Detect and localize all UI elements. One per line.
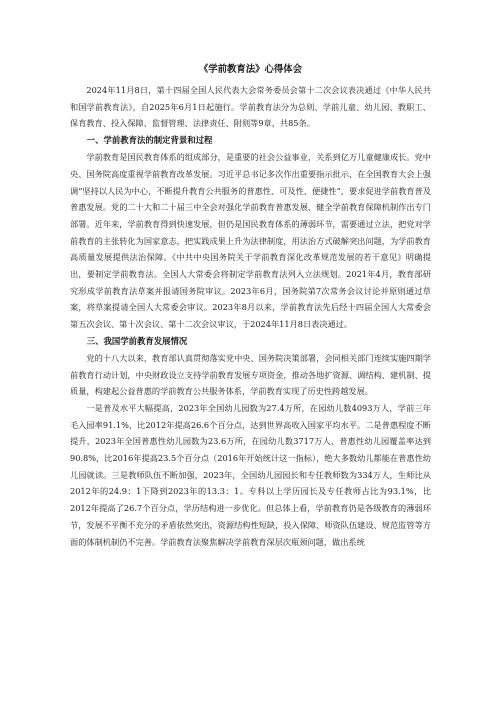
- intro-paragraph: 2024年11月8日，第十四届全国人民代表大会常务委员会第十二次会议表决通过《中华人民共和国学前教育法》，自2025年6月1日起施行。学前教育法分为总则、学前儿童、幼儿园、教职工、保育教育、投入保障、监督管理、法律责任、附则等9章，共85条。: [70, 85, 431, 129]
- section-3-paragraph-1: 党的十八大以来，教育部认真贯彻落实党中央、国务院决策部署，会同相关部门连续实施四期学前教育行动计划，中央财政设立支持学前教育发展专项资金，推动各地扩资源、调结构、建机制、提质量，构建起公益普惠的学前教育公共服务体系，学前教育实现了历史性跨越发展。: [70, 352, 431, 397]
- document-body: [70, 62, 431, 550]
- section-3-paragraph-2: 一是普及水平大幅提高，2023年全国幼儿园数为27.4万所，在园幼儿数4093万人，学前三年毛入园率91.1%，比2012年提高26.6个百分点，达到世界高收入国家平均水平。二是普惠程度不断提升，2023年全国普惠性幼儿园数为23.6万所，在园幼儿数3717万人，普惠性幼儿园覆盖率达到90.8%，比2016年提高23.5个百分点（2016年开始统计这一指标），绝大多数幼儿都能在普惠性幼儿园就读。三是教师队伍不断加强，2023年，全国幼儿园园长和专任教师数为334万人，生师比从2012年的24.9：1下降到2023年的13.3：1。专科以上学历园长及专任教师占比为93.1%，比2012年提高了26.7个百分点，学历结构进一步优化。但总体上看，学前教育仍是各级教育的薄弱环节，发展不平衡不充分的矛盾依然突出，资源结构性短缺，投入保障、师资队伍建设、规范监管等方面的体制机制仍不完善。学前教育法聚焦解决学前教育深层次瓶颈问题，做出系统: [70, 402, 431, 547]
- section-heading-1: 一、学前教育法的制定背景和过程: [86, 135, 213, 146]
- section-heading-3: 三、我国学前教育发展情况: [86, 335, 188, 346]
- document-title: 《学前教育法》心得体会: [198, 64, 303, 75]
- section-1-paragraph: 学前教育是国民教育体系的组成部分，是重要的社会公益事业，关系到亿万儿童健康成长。党中央、国务院高度重视学前教育改革发展。习近平总书记多次作出重要指示批示，在全国教育大会上强调“坚持以人民为中心，不断提升教育公共服务的普惠性、可及性、便捷性”，要求促进学前教育普及普惠发展。党的二十大和二十届三中全会对强化学前教育普惠发展、健全学前教育保障机制作出专门部署。近年来，学前教育得到快速发展，但仍是国民教育体系的薄弱环节，需要通过立法，把党对学前教育的主张转化为国家意志，把实践成果上升为法律制度，用法治方式破解突出问题，为学前教育高质量发展提供法治保障。《中共中央国务院关于学前教育深化改革规范发展的若干意见》明确提出，要制定学前教育法。全国人大常委会将制定学前教育法列入立法规划。2021年4月，教育部研究形成学前教育法草案并报请国务院审议。2023年6月，国务院第7次常务会议讨论并原则通过草案，将草案提请全国人大常委会审议。2023年8月以来，学前教育法先后经十四届全国人大常委会第五次会议、第十次会议、第十二次会议审议，于2024年11月8日表决通过。: [70, 152, 431, 330]
